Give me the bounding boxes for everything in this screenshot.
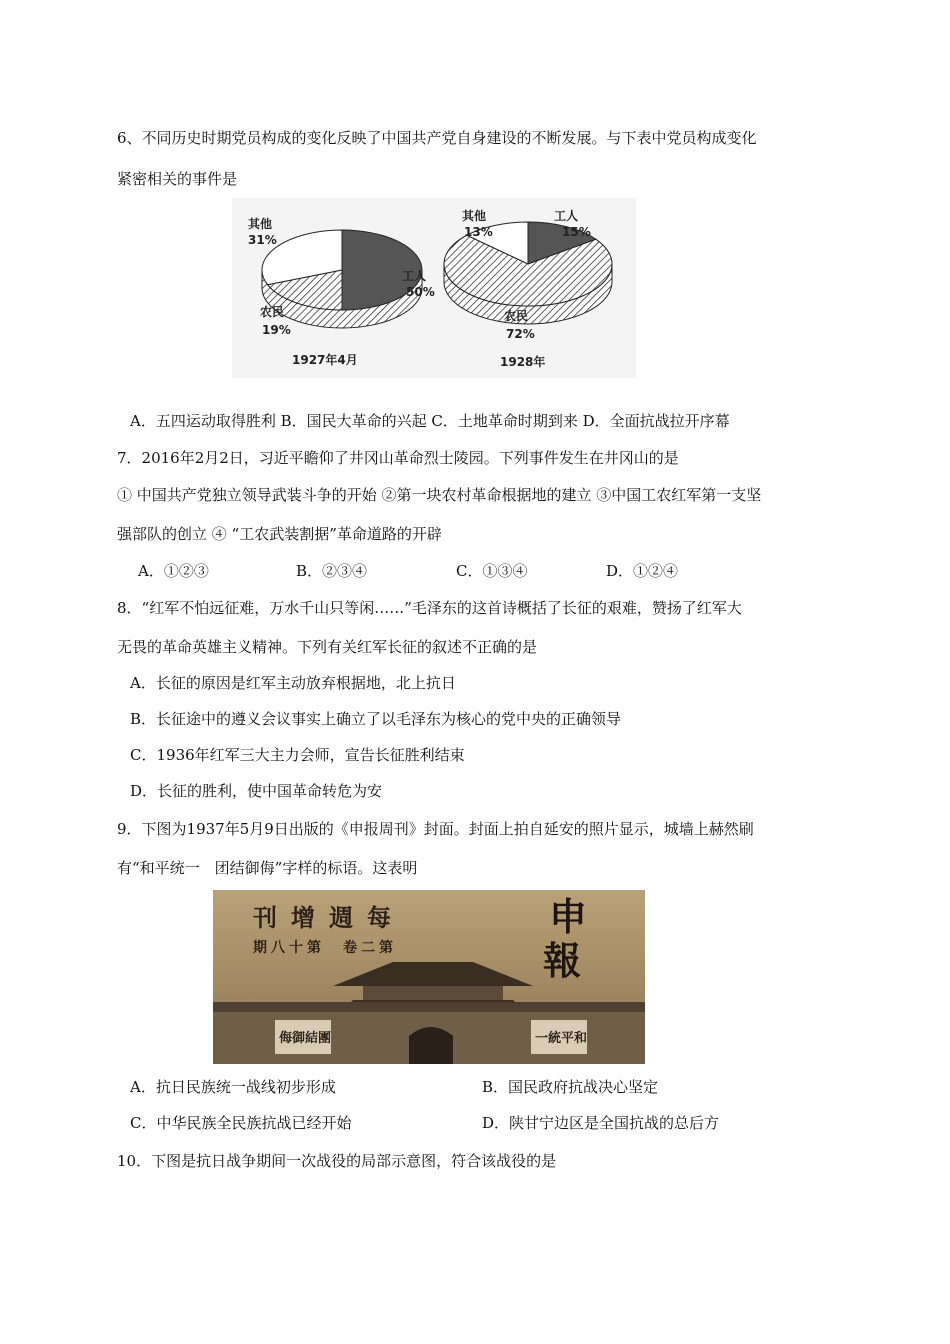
q10-stem-line1: 10．下图是抗日战争期间一次战役的局部示意图，符合该战役的是 [117,1152,557,1170]
pie-1927 [262,230,422,328]
q9-option-c: C．中华民族全民族抗战已经开始 [130,1114,352,1132]
q7-option-a: A．①②③ [138,562,209,580]
cover-logo-bottom: 報 [543,938,582,983]
pct-1928-other: 13% [464,225,493,239]
cover-issue: 期八十第 卷二第 [253,940,397,956]
q9-option-d: D．陕甘宁边区是全国抗战的总后方 [482,1114,720,1132]
q6-stem-line1: 6、不同历史时期党员构成的变化反映了中国共产党自身建设的不断发展。与下表中党员构成变化 [117,129,757,147]
label-1928-worker: 工人 [554,209,579,223]
pct-1927-peasant: 19% [262,323,291,337]
pct-1927-worker: 50% [406,285,435,299]
cover-banner-left: 侮御結團 [279,1031,332,1046]
q8-option-d: D．长征的胜利，使中国革命转危为安 [130,782,383,800]
q7-option-d: D．①②④ [606,562,679,580]
cover-logo-top: 申 [549,894,588,939]
q7-stem-line3: 强部队的创立 ④ “工农武装割据”革命道路的开辟 [117,525,442,543]
party-composition-pie-charts [232,198,636,378]
q8-stem-line1: 8．“红军不怕远征难，万水千山只等闲……”毛泽东的这首诗概括了长征的艰难，赞扬了红军大 [117,599,742,617]
label-1928-other: 其他 [462,209,487,223]
pct-1928-peasant: 72% [506,327,535,341]
q7-option-b: B．②③④ [296,562,368,580]
title-1927: 1927年4月 [292,353,358,367]
label-1927-peasant: 农民 [260,305,285,319]
q8-option-b: B．长征途中的遵义会议事实上确立了以毛泽东为核心的党中央的正确领导 [130,710,622,728]
pct-1927-other: 31% [248,233,277,247]
q6-stem-line2: 紧密相关的事件是 [117,170,238,188]
q8-stem-line2: 无畏的革命英雄主义精神。下列有关红军长征的叙述不正确的是 [117,638,538,656]
shenbao-weekly-cover [213,890,645,1064]
q8-option-c: C．1936年红军三大主力会师，宣告长征胜利结束 [130,746,465,764]
pie-charts-svg [232,198,636,378]
q7-stem-line1: 7．2016年2月2日，习近平瞻仰了井冈山革命烈士陵园。下列事件发生在井冈山的是 [117,449,679,467]
q9-stem-line2: 有“和平统一 团结御侮”字样的标语。这表明 [117,859,418,877]
label-1927-other: 其他 [248,217,273,231]
cover-banner-right: 一統平和 [535,1031,588,1046]
q9-option-a: A．抗日民族统一战线初步形成 [130,1078,336,1096]
q6-options: A．五四运动取得胜利 B．国民大革命的兴起 C．土地革命时期到来 D．全面抗战拉开序幕 [130,412,730,430]
q8-option-a: A．长征的原因是红军主动放弃根据地，北上抗日 [130,674,456,692]
q7-option-c: C．①③④ [456,562,528,580]
title-1928: 1928年 [500,355,546,369]
label-1928-peasant: 农民 [504,309,529,323]
cover-masthead: 刊增週每 [253,903,405,932]
q9-stem-line1: 9．下图为1937年5月9日出版的《申报周刊》封面。封面上拍自延安的照片显示，城墙上赫然刷 [117,820,754,838]
q9-option-b: B．国民政府抗战决心坚定 [482,1078,659,1096]
q7-stem-line2: ① 中国共产党独立领导武装斗争的开始 ②第一块农村革命根据地的建立 ③中国工农红军第一支坚 [117,486,762,504]
pct-1928-worker: 15% [562,225,591,239]
cover-svg [213,890,645,1064]
label-1927-worker: 工人 [402,269,427,283]
